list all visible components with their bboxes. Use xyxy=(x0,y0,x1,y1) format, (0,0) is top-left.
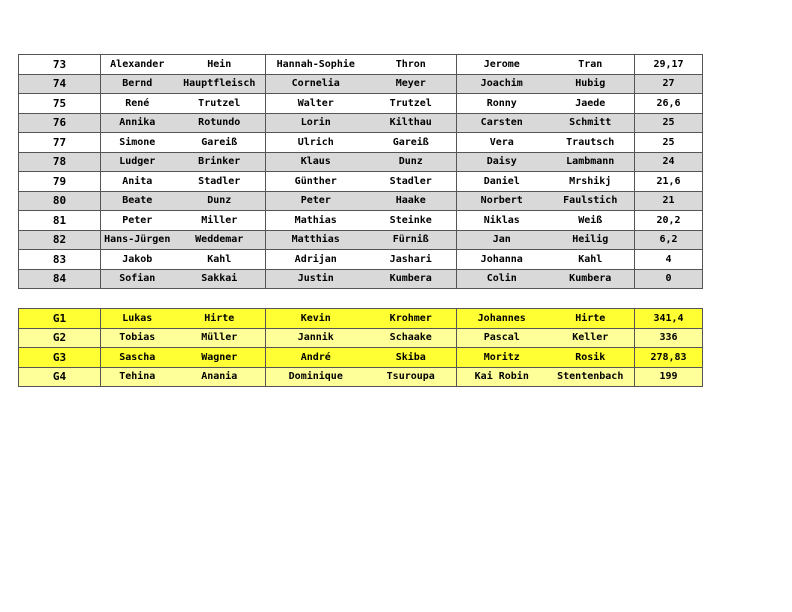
player2-last-name-cell: Haake xyxy=(366,191,457,211)
player2-first-name-cell: Lorin xyxy=(266,113,366,133)
player2-first-name-cell: Dominique xyxy=(266,367,366,387)
player3-last-name-cell: Kumbera xyxy=(547,269,635,289)
player2-last-name-cell: Steinke xyxy=(366,211,457,231)
table-row xyxy=(19,250,703,270)
player2-last-name-cell: Gareiß xyxy=(366,133,457,153)
player2-last-name-cell: Kumbera xyxy=(366,269,457,289)
player3-last-name-cell: Hubig xyxy=(547,74,635,94)
player2-last-name-cell: Jashari xyxy=(366,250,457,270)
player2-last-name-cell: Stadler xyxy=(366,172,457,192)
player2-first-name-cell: Jannik xyxy=(266,328,366,348)
player3-last-name-cell: Hirte xyxy=(547,309,635,329)
score-cell: 336 xyxy=(635,328,703,348)
player1-first-name-cell: René xyxy=(101,94,174,114)
rank-cell: 78 xyxy=(19,152,101,172)
player1-last-name-cell: Wagner xyxy=(174,348,266,368)
player2-first-name-cell: Kevin xyxy=(266,309,366,329)
player2-last-name-cell: Dunz xyxy=(366,152,457,172)
player2-first-name-cell: Klaus xyxy=(266,152,366,172)
player3-first-name-cell: Daisy xyxy=(457,152,547,172)
player1-first-name-cell: Simone xyxy=(101,133,174,153)
player1-first-name-cell: Lukas xyxy=(101,309,174,329)
player3-first-name-cell: Moritz xyxy=(457,348,547,368)
score-cell: 20,2 xyxy=(635,211,703,231)
player1-last-name-cell: Stadler xyxy=(174,172,266,192)
player1-last-name-cell: Brinker xyxy=(174,152,266,172)
rank-cell: G1 xyxy=(19,309,101,329)
player3-last-name-cell: Jaede xyxy=(547,94,635,114)
player1-last-name-cell: Sakkai xyxy=(174,269,266,289)
player1-first-name-cell: Bernd xyxy=(101,74,174,94)
player1-last-name-cell: Miller xyxy=(174,211,266,231)
player2-first-name-cell: Mathias xyxy=(266,211,366,231)
player1-first-name-cell: Ludger xyxy=(101,152,174,172)
player3-last-name-cell: Stentenbach xyxy=(547,367,635,387)
score-cell: 21 xyxy=(635,191,703,211)
player1-first-name-cell: Sascha xyxy=(101,348,174,368)
player2-first-name-cell: André xyxy=(266,348,366,368)
player1-last-name-cell: Dunz xyxy=(174,191,266,211)
player1-first-name-cell: Jakob xyxy=(101,250,174,270)
table-row xyxy=(19,133,703,153)
player1-last-name-cell: Gareiß xyxy=(174,133,266,153)
player1-first-name-cell: Hans-Jürgen xyxy=(101,230,174,250)
player3-last-name-cell: Tran xyxy=(547,55,635,75)
player3-last-name-cell: Lambmann xyxy=(547,152,635,172)
player3-first-name-cell: Jerome xyxy=(457,55,547,75)
player1-last-name-cell: Hauptfleisch xyxy=(174,74,266,94)
player3-last-name-cell: Rosik xyxy=(547,348,635,368)
player1-first-name-cell: Sofian xyxy=(101,269,174,289)
player3-last-name-cell: Schmitt xyxy=(547,113,635,133)
player2-last-name-cell: Krohmer xyxy=(366,309,457,329)
score-cell: 199 xyxy=(635,367,703,387)
player3-first-name-cell: Joachim xyxy=(457,74,547,94)
player2-first-name-cell: Adrijan xyxy=(266,250,366,270)
player2-first-name-cell: Matthias xyxy=(266,230,366,250)
player3-last-name-cell: Faulstich xyxy=(547,191,635,211)
player3-last-name-cell: Weiß xyxy=(547,211,635,231)
score-cell: 21,6 xyxy=(635,172,703,192)
score-cell: 29,17 xyxy=(635,55,703,75)
player1-first-name-cell: Beate xyxy=(101,191,174,211)
player2-first-name-cell: Hannah-Sophie xyxy=(266,55,366,75)
player3-first-name-cell: Johanna xyxy=(457,250,547,270)
rank-cell: 79 xyxy=(19,172,101,192)
score-cell: 25 xyxy=(635,133,703,153)
group-row xyxy=(19,328,703,348)
player3-first-name-cell: Colin xyxy=(457,269,547,289)
player1-last-name-cell: Weddemar xyxy=(174,230,266,250)
group-row xyxy=(19,348,703,368)
player2-last-name-cell: Thron xyxy=(366,55,457,75)
player1-first-name-cell: Alexander xyxy=(101,55,174,75)
table-row xyxy=(19,211,703,231)
player2-first-name-cell: Walter xyxy=(266,94,366,114)
player3-first-name-cell: Jan xyxy=(457,230,547,250)
rank-cell: 73 xyxy=(19,55,101,75)
player1-first-name-cell: Tehina xyxy=(101,367,174,387)
player2-last-name-cell: Tsuroupa xyxy=(366,367,457,387)
player1-first-name-cell: Annika xyxy=(101,113,174,133)
player2-first-name-cell: Cornelia xyxy=(266,74,366,94)
player2-first-name-cell: Justin xyxy=(266,269,366,289)
player3-last-name-cell: Mrshikj xyxy=(547,172,635,192)
player2-last-name-cell: Fürniß xyxy=(366,230,457,250)
rank-cell: 81 xyxy=(19,211,101,231)
player2-last-name-cell: Schaake xyxy=(366,328,457,348)
rank-cell: G4 xyxy=(19,367,101,387)
player3-first-name-cell: Johannes xyxy=(457,309,547,329)
player3-first-name-cell: Norbert xyxy=(457,191,547,211)
rank-cell: 75 xyxy=(19,94,101,114)
rank-cell: G2 xyxy=(19,328,101,348)
score-cell: 0 xyxy=(635,269,703,289)
score-cell: 26,6 xyxy=(635,94,703,114)
player3-first-name-cell: Niklas xyxy=(457,211,547,231)
player3-first-name-cell: Pascal xyxy=(457,328,547,348)
player2-last-name-cell: Trutzel xyxy=(366,94,457,114)
player2-first-name-cell: Ulrich xyxy=(266,133,366,153)
player1-last-name-cell: Hein xyxy=(174,55,266,75)
score-cell: 278,83 xyxy=(635,348,703,368)
player1-first-name-cell: Anita xyxy=(101,172,174,192)
player3-last-name-cell: Kahl xyxy=(547,250,635,270)
player2-last-name-cell: Kilthau xyxy=(366,113,457,133)
player2-last-name-cell: Skiba xyxy=(366,348,457,368)
player3-first-name-cell: Ronny xyxy=(457,94,547,114)
score-cell: 24 xyxy=(635,152,703,172)
table-row xyxy=(19,55,703,75)
player1-first-name-cell: Peter xyxy=(101,211,174,231)
player3-first-name-cell: Kai Robin xyxy=(457,367,547,387)
rank-cell: 82 xyxy=(19,230,101,250)
score-cell: 27 xyxy=(635,74,703,94)
rank-cell: 76 xyxy=(19,113,101,133)
player1-last-name-cell: Müller xyxy=(174,328,266,348)
player1-last-name-cell: Kahl xyxy=(174,250,266,270)
score-cell: 25 xyxy=(635,113,703,133)
player3-first-name-cell: Daniel xyxy=(457,172,547,192)
rank-cell: 77 xyxy=(19,133,101,153)
table-row xyxy=(19,191,703,211)
player1-last-name-cell: Rotundo xyxy=(174,113,266,133)
player3-last-name-cell: Trautsch xyxy=(547,133,635,153)
player3-last-name-cell: Heilig xyxy=(547,230,635,250)
table-row xyxy=(19,113,703,133)
player3-first-name-cell: Carsten xyxy=(457,113,547,133)
player2-last-name-cell: Meyer xyxy=(366,74,457,94)
group-row xyxy=(19,309,703,329)
player1-last-name-cell: Hirte xyxy=(174,309,266,329)
rank-cell: 84 xyxy=(19,269,101,289)
table-row xyxy=(19,172,703,192)
score-cell: 341,4 xyxy=(635,309,703,329)
score-cell: 6,2 xyxy=(635,230,703,250)
table-row xyxy=(19,230,703,250)
table-row xyxy=(19,152,703,172)
ranking-table xyxy=(18,54,703,289)
score-cell: 4 xyxy=(635,250,703,270)
table-row xyxy=(19,74,703,94)
player1-last-name-cell: Anania xyxy=(174,367,266,387)
rank-cell: 80 xyxy=(19,191,101,211)
player2-first-name-cell: Peter xyxy=(266,191,366,211)
rank-cell: 83 xyxy=(19,250,101,270)
rank-cell: G3 xyxy=(19,348,101,368)
player1-first-name-cell: Tobias xyxy=(101,328,174,348)
player1-last-name-cell: Trutzel xyxy=(174,94,266,114)
table-row xyxy=(19,94,703,114)
player3-first-name-cell: Vera xyxy=(457,133,547,153)
table-row xyxy=(19,269,703,289)
rank-cell: 74 xyxy=(19,74,101,94)
player3-last-name-cell: Keller xyxy=(547,328,635,348)
player2-first-name-cell: Günther xyxy=(266,172,366,192)
group-table xyxy=(18,308,703,387)
group-row xyxy=(19,367,703,387)
